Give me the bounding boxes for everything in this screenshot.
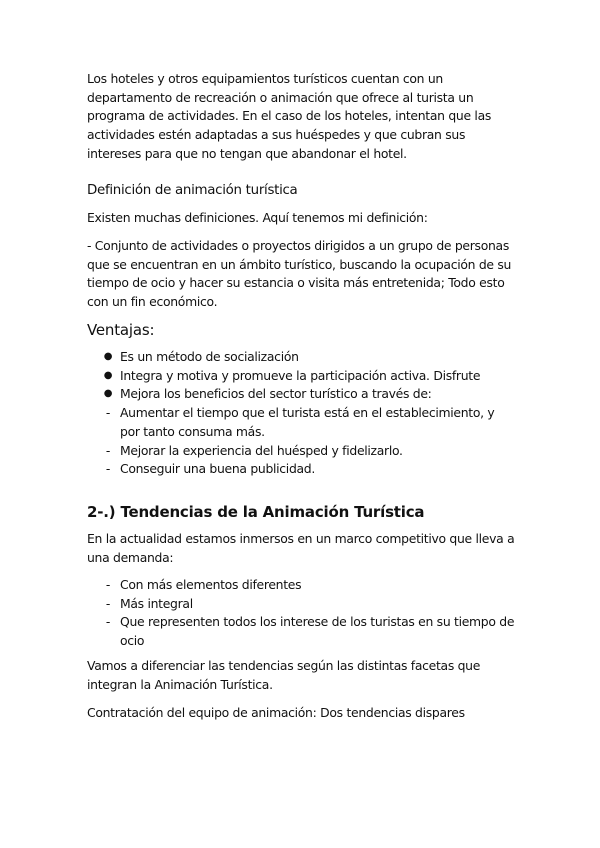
- tendencias-lead: En la actualidad estamos inmersos en un marco competitivo que lleva a una demanda:: [87, 531, 515, 565]
- tendencias-heading: 2-.) Tendencias de la Animación Turística: [87, 503, 425, 521]
- list-item: ● Es un método de socialización: [87, 348, 517, 367]
- dash-marker: -: [105, 405, 111, 421]
- definition-text: - Conjunto de actividades o proyectos dirigidos a un grupo de personas que se encuentran en un ámbito turístico, buscando la ocupación de su tiempo de ocio y hacer su estancia o visita más entretenida; Todo esto con un fin económico.: [87, 238, 512, 310]
- list-item: ● Mejora los beneficios del sector turístico a través de:: [87, 385, 517, 404]
- dash-marker: -: [105, 577, 111, 592]
- dash-marker: -: [105, 461, 111, 477]
- list-item: - Más integral: [87, 595, 517, 614]
- dash-marker: -: [105, 595, 111, 611]
- contratacion-line: Contratación del equipo de animación: Dos tendencias dispares: [87, 705, 465, 720]
- list-item: ● Integra y motiva y promueve la participación activa. Disfrute: [87, 367, 517, 386]
- bullet-marker: ●: [103, 351, 113, 362]
- bullet-marker: ●: [103, 388, 113, 400]
- definition-lead: Existen muchas definiciones. Aquí tenemos mi definición:: [87, 210, 428, 225]
- bullet-marker: ●: [103, 369, 113, 381]
- ventajas-heading: Ventajas:: [87, 321, 155, 339]
- dash-marker: -: [105, 442, 111, 458]
- tendencias-list: [87, 576, 517, 651]
- list-item: - Conseguir una buena publicidad.: [87, 460, 517, 479]
- ventajas-list: [87, 348, 517, 479]
- tendencias-paragraph: Vamos a diferenciar las tendencias según las distintas facetas que integran la Animación Turística.: [87, 658, 481, 692]
- definition-heading: Definición de animación turística: [87, 183, 298, 198]
- list-item: - Que representen todos los interese de los turistas en su tiempo de ocio: [87, 613, 517, 650]
- list-item: - Aumentar el tiempo que el turista está en el establecimiento, y por tanto consuma más.: [87, 404, 517, 441]
- dash-marker: -: [105, 614, 111, 630]
- list-item: - Mejorar la experiencia del huésped y fidelizarlo.: [87, 442, 517, 461]
- intro-paragraph: Los hoteles y otros equipamientos turísticos cuentan con un departamento de recreación o animación que ofrece al turista un programa de actividades. En el caso de los hoteles, intentan que las actividades estén adaptadas a sus huéspedes y que cubran sus intereses para que no tengan que abandonar el hotel.: [87, 71, 492, 161]
- list-item: - Con más elementos diferentes: [87, 576, 517, 595]
